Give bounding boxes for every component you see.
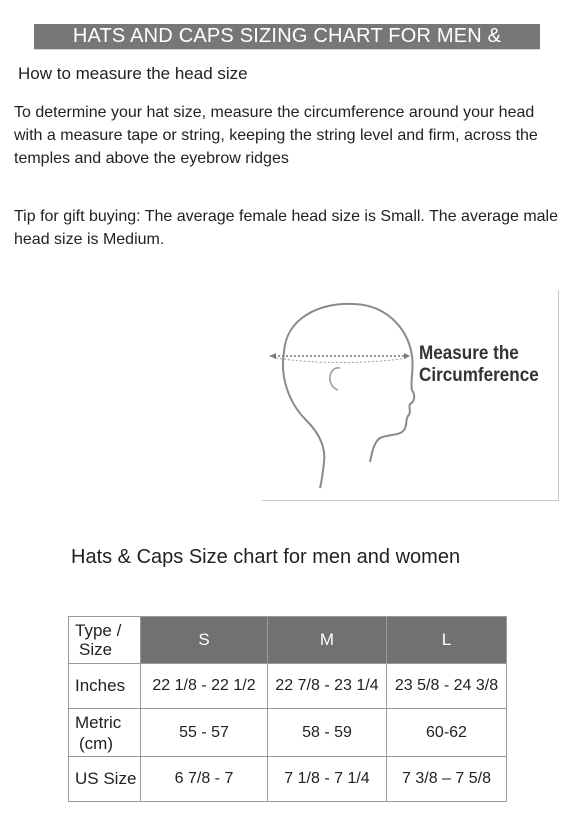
head-silhouette-icon: [262, 290, 558, 500]
cell-metric-l: 60-62: [387, 709, 507, 757]
cell-us-s: 6 7/8 - 7: [141, 757, 268, 802]
cell-us-m: 7 1/8 - 7 1/4: [268, 757, 387, 802]
gift-tip: Tip for gift buying: The average female head size is Small. The average male head size is Medium.: [14, 208, 558, 248]
cell-us-l: 7 3/8 – 7 5/8: [387, 757, 507, 802]
table-row: [69, 664, 507, 709]
page-banner-title: HATS AND CAPS SIZING CHART FOR MEN & WOMEN: [34, 24, 540, 49]
size-chart-title: Hats & Caps Size chart for men and women: [71, 546, 461, 568]
cell-inches-l: 23 5/8 - 24 3/8: [387, 664, 507, 709]
table-row: [69, 709, 507, 757]
table-header-row: [69, 617, 507, 664]
head-measure-illustration: [262, 290, 559, 501]
cell-inches-m: 22 7/8 - 23 1/4: [268, 664, 387, 709]
corner-cell: [69, 617, 141, 664]
section-subheading: How to measure the head size: [18, 64, 248, 83]
measure-label-line1: Measure the: [419, 343, 519, 364]
header-size-l: L: [387, 617, 507, 664]
row-label-inches: Inches: [69, 664, 141, 709]
banner-divider: [34, 49, 540, 50]
corner-label-line2: Size: [79, 640, 113, 659]
measure-circumference-label: [419, 343, 539, 387]
cell-metric-s: 55 - 57: [141, 709, 268, 757]
header-size-s: S: [141, 617, 268, 664]
header-size-m: M: [268, 617, 387, 664]
metric-label-line1: Metric: [75, 712, 122, 732]
row-label-us-size: US Size: [69, 757, 141, 802]
measure-label-line2: Circumference: [419, 365, 539, 386]
corner-label-line1: Type /: [75, 621, 122, 640]
cell-inches-s: 22 1/8 - 22 1/2: [141, 664, 268, 709]
cell-metric-m: 58 - 59: [268, 709, 387, 757]
table-row: [69, 757, 507, 802]
size-table: [68, 616, 507, 802]
measurement-instructions: To determine your hat size, measure the circumference around your head with a measure tape or string, keeping the string level and firm, across the temples and above the eyebrow ridges: [14, 104, 538, 167]
metric-label-line2: (cm): [79, 733, 113, 753]
row-label-metric: [69, 709, 141, 757]
